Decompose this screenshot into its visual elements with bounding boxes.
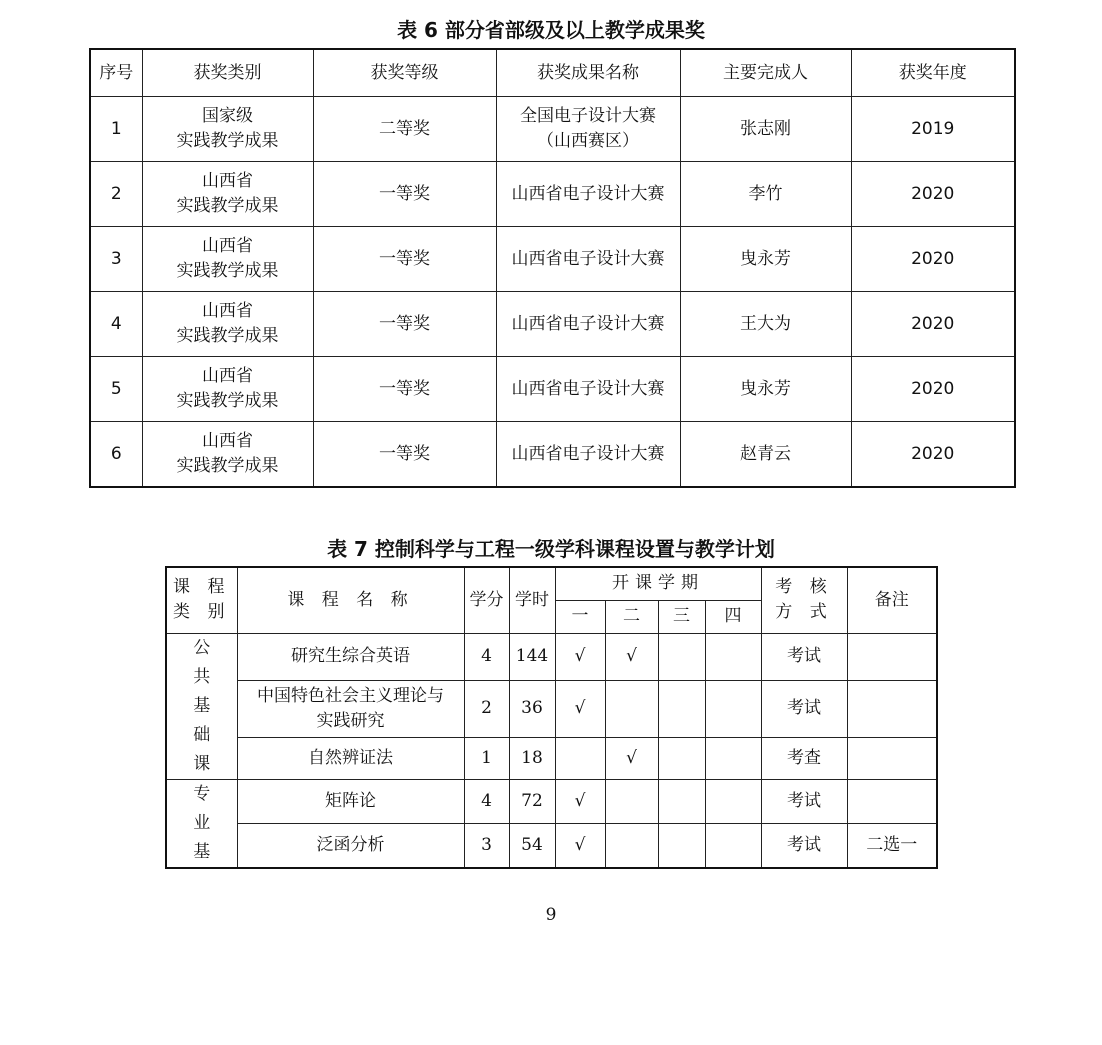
header-remark: 备注: [847, 567, 937, 633]
row-number: 1: [90, 97, 142, 162]
row-number: 6: [90, 422, 142, 488]
course-hours: 36: [509, 680, 555, 737]
header-credits: 学分: [464, 567, 509, 633]
award-person: 赵青云: [680, 422, 851, 488]
semester-1-check: √: [555, 633, 605, 680]
semester-3-check: [658, 779, 705, 824]
course-exam: 考试: [761, 633, 847, 680]
semester-4-check: [705, 824, 761, 868]
header-cell: 获奖成果名称: [496, 49, 680, 97]
semester-2-check: [605, 680, 658, 737]
award-person: 曳永芳: [680, 357, 851, 422]
award-level: 一等奖: [313, 292, 496, 357]
award-level: 一等奖: [313, 162, 496, 227]
award-level: 二等奖: [313, 97, 496, 162]
award-level: 一等奖: [313, 422, 496, 488]
semester-2-check: √: [605, 737, 658, 779]
award-category: 山西省 实践教学成果: [142, 227, 313, 292]
award-year: 2020: [851, 292, 1015, 357]
course-remark: [847, 633, 937, 680]
semester-1-check: √: [555, 680, 605, 737]
semester-1-check: √: [555, 779, 605, 824]
award-name: 全国电子设计大赛 （山西赛区）: [496, 97, 680, 162]
header-cell: 获奖等级: [313, 49, 496, 97]
header-cell: 序号: [90, 49, 142, 97]
award-category: 山西省 实践教学成果: [142, 422, 313, 488]
table-row: [90, 162, 1015, 227]
semester-4-check: [705, 779, 761, 824]
row-number: 4: [90, 292, 142, 357]
course-credits: 2: [464, 680, 509, 737]
table-row: [166, 779, 937, 824]
table-row: [90, 422, 1015, 488]
table-row: [166, 737, 937, 779]
row-number: 5: [90, 357, 142, 422]
table7-caption: 表 7 控制科学与工程一级学科课程设置与教学计划: [327, 537, 775, 561]
semester-2-check: [605, 824, 658, 868]
table-row: [166, 824, 937, 868]
header-cell: 获奖类别: [142, 49, 313, 97]
table-header-row: [90, 49, 1015, 97]
course-exam: 考试: [761, 680, 847, 737]
semester-1-check: √: [555, 824, 605, 868]
award-category: 山西省 实践教学成果: [142, 292, 313, 357]
header-semester-2: 二: [605, 600, 658, 633]
course-hours: 18: [509, 737, 555, 779]
course-name: 中国特色社会主义理论与 实践研究: [237, 680, 464, 737]
award-category: 山西省 实践教学成果: [142, 357, 313, 422]
semester-2-check: √: [605, 633, 658, 680]
header-semester: 开课学期: [555, 567, 761, 600]
course-remark: [847, 779, 937, 824]
course-hours: 144: [509, 633, 555, 680]
header-course-category: 课 程 类 别: [166, 567, 237, 633]
award-person: 李竹: [680, 162, 851, 227]
header-semester-4: 四: [705, 600, 761, 633]
course-exam: 考查: [761, 737, 847, 779]
semester-1-check: [555, 737, 605, 779]
course-credits: 3: [464, 824, 509, 868]
header-semester-1: 一: [555, 600, 605, 633]
award-person: 王大为: [680, 292, 851, 357]
course-name: 泛函分析: [237, 824, 464, 868]
award-person: 张志刚: [680, 97, 851, 162]
course-hours: 72: [509, 779, 555, 824]
course-hours: 54: [509, 824, 555, 868]
semester-2-check: [605, 779, 658, 824]
award-year: 2019: [851, 97, 1015, 162]
award-name: 山西省电子设计大赛: [496, 227, 680, 292]
award-level: 一等奖: [313, 357, 496, 422]
category-professional-basic: 专 业 基: [166, 779, 237, 868]
award-category: 山西省 实践教学成果: [142, 162, 313, 227]
course-name: 研究生综合英语: [237, 633, 464, 680]
award-person: 曳永芳: [680, 227, 851, 292]
row-number: 2: [90, 162, 142, 227]
header-hours: 学时: [509, 567, 555, 633]
course-exam: 考试: [761, 824, 847, 868]
course-credits: 1: [464, 737, 509, 779]
course-name: 矩阵论: [237, 779, 464, 824]
award-year: 2020: [851, 227, 1015, 292]
course-remark: [847, 680, 937, 737]
award-year: 2020: [851, 422, 1015, 488]
table-row: [90, 357, 1015, 422]
award-name: 山西省电子设计大赛: [496, 162, 680, 227]
semester-3-check: [658, 633, 705, 680]
course-credits: 4: [464, 779, 509, 824]
award-level: 一等奖: [313, 227, 496, 292]
semester-3-check: [658, 737, 705, 779]
course-exam: 考试: [761, 779, 847, 824]
header-course-name: 课 程 名 称: [237, 567, 464, 633]
award-year: 2020: [851, 357, 1015, 422]
award-name: 山西省电子设计大赛: [496, 357, 680, 422]
table-row: [166, 680, 937, 737]
table-row: [166, 633, 937, 680]
award-name: 山西省电子设计大赛: [496, 292, 680, 357]
table-row: [90, 227, 1015, 292]
course-remark: 二选一: [847, 824, 937, 868]
award-year: 2020: [851, 162, 1015, 227]
category-public-basic: 公 共 基 础 课: [166, 633, 237, 779]
header-cell: 获奖年度: [851, 49, 1015, 97]
header-semester-3: 三: [658, 600, 705, 633]
awards-table: [89, 48, 1016, 488]
award-category: 国家级 实践教学成果: [142, 97, 313, 162]
semester-4-check: [705, 633, 761, 680]
semester-3-check: [658, 680, 705, 737]
semester-4-check: [705, 680, 761, 737]
course-remark: [847, 737, 937, 779]
table-row: [90, 97, 1015, 162]
semester-4-check: [705, 737, 761, 779]
header-cell: 主要完成人: [680, 49, 851, 97]
table6-caption: 表 6 部分省部级及以上教学成果奖: [397, 18, 705, 42]
table-row: [90, 292, 1015, 357]
award-name: 山西省电子设计大赛: [496, 422, 680, 488]
header-exam-method: 考 核 方 式: [761, 567, 847, 633]
semester-3-check: [658, 824, 705, 868]
course-credits: 4: [464, 633, 509, 680]
course-name: 自然辨证法: [237, 737, 464, 779]
page-number: 9: [545, 905, 557, 925]
table-header-row: [166, 567, 937, 600]
row-number: 3: [90, 227, 142, 292]
curriculum-table: [165, 566, 938, 869]
